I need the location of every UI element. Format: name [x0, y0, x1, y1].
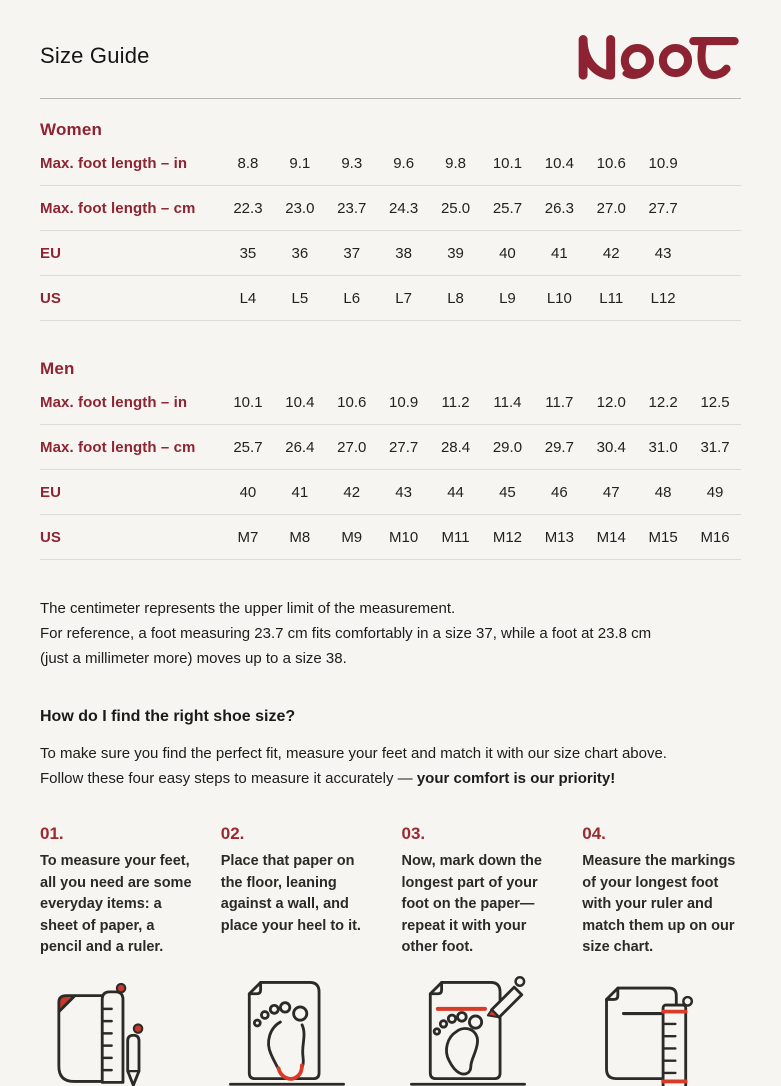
row-values: [222, 245, 741, 262]
men-row-us: [40, 515, 741, 560]
size-cell: 27.0: [596, 199, 626, 217]
row-label: Max. foot length – in: [40, 154, 188, 172]
size-cell: 9.1: [289, 154, 311, 172]
mark-foot-with-pencil-icon: [402, 965, 534, 1086]
paper-ruler-pencil-icon: [40, 965, 172, 1086]
size-cell: 12.0: [596, 393, 626, 411]
note-text: [40, 596, 741, 671]
men-section: [40, 359, 741, 560]
intro-text: [40, 741, 700, 791]
measure-mark-with-ruler-icon: [582, 965, 714, 1086]
size-cell: 10.1: [233, 393, 263, 411]
size-cell: 36: [291, 244, 309, 262]
women-row-eu: [40, 231, 741, 276]
size-cell: M13: [544, 528, 574, 546]
size-cell: L6: [343, 289, 361, 307]
size-cell: 27.0: [337, 438, 367, 456]
size-cell: 29.0: [492, 438, 523, 456]
size-cell: 37: [343, 244, 361, 262]
men-size-table: [40, 380, 741, 560]
step-text: To measure your feet, all you need are some everyday items: a sheet of paper, a pencil and a ruler.: [40, 853, 192, 955]
size-cell: 46: [551, 483, 568, 501]
row-values: [222, 439, 741, 456]
men-row-inches: [40, 380, 741, 425]
header-divider: [40, 98, 741, 99]
size-cell: M10: [389, 528, 419, 546]
size-cell: L10: [546, 289, 572, 307]
step-number: 03.: [401, 824, 426, 843]
size-cell: 40: [499, 244, 516, 262]
note-line: The centimeter represents the upper limit of the measurement.: [40, 600, 456, 617]
size-cell: 49: [706, 483, 724, 501]
size-cell: L12: [650, 289, 676, 307]
women-size-table: [40, 141, 741, 321]
header: [40, 0, 741, 81]
size-cell: 10.4: [544, 154, 574, 172]
size-cell: 27.7: [389, 438, 419, 456]
size-cell: 10.1: [492, 154, 523, 172]
size-cell: L5: [291, 289, 309, 307]
step: [582, 824, 741, 959]
size-cell: 24.3: [389, 199, 419, 217]
intro-bold: your comfort is our priority!: [416, 770, 616, 787]
row-label: US: [40, 528, 62, 546]
women-row-us: [40, 276, 741, 321]
step: [402, 824, 561, 959]
size-cell: 22.3: [233, 199, 263, 217]
icons-row: [40, 965, 741, 1086]
step-number: 02.: [220, 824, 245, 843]
row-label: Max. foot length – cm: [40, 199, 196, 217]
size-cell: L8: [447, 289, 464, 307]
step-text: Measure the markings of your longest foot with your ruler and match them up on our size chart.: [582, 853, 736, 955]
row-label: EU: [40, 244, 62, 262]
women-row-cm: [40, 186, 741, 231]
row-values: [222, 290, 741, 307]
size-cell: 40: [239, 483, 257, 501]
size-cell: 38: [395, 244, 412, 262]
size-cell: 25.7: [492, 199, 523, 217]
size-cell: 47: [602, 483, 620, 501]
page-title: Size Guide: [40, 43, 150, 68]
step-number: 01.: [40, 824, 64, 843]
size-cell: 12.5: [700, 393, 730, 411]
size-cell: 11.7: [545, 393, 574, 411]
row-values: [222, 394, 741, 411]
row-values: [222, 529, 741, 546]
size-cell: 31.0: [648, 438, 678, 456]
women-row-inches: [40, 141, 741, 186]
intro-regular: To make sure you find the perfect fit, measure your feet and match it with our size chart above. Follow these four easy steps to measure it accurately —: [40, 745, 667, 787]
size-cell: 25.7: [233, 438, 263, 456]
size-cell: M11: [441, 528, 470, 546]
naot-logo: [575, 33, 741, 80]
row-label: Max. foot length – cm: [40, 438, 196, 456]
size-cell: 39: [447, 244, 464, 262]
size-cell: 10.6: [337, 393, 367, 411]
size-cell: M12: [492, 528, 523, 546]
women-heading: Women: [40, 120, 103, 139]
step: [221, 824, 380, 959]
row-values: [222, 155, 741, 172]
size-cell: 10.6: [596, 154, 626, 172]
step-text: Place that paper on the floor, leaning against a wall, and place your heel to it.: [220, 853, 361, 934]
size-cell: 10.4: [285, 393, 315, 411]
size-cell: 30.4: [596, 438, 626, 456]
row-label: Max. foot length – in: [40, 393, 188, 411]
size-cell: M15: [648, 528, 678, 546]
size-cell: 12.2: [648, 393, 678, 411]
row-label: US: [40, 289, 62, 307]
size-cell: 26.3: [544, 199, 574, 217]
faq-heading: How do I find the right shoe size?: [40, 708, 296, 725]
size-cell: L4: [239, 289, 257, 307]
row-label: EU: [40, 483, 62, 501]
size-cell: 27.7: [648, 199, 678, 217]
women-section: [40, 120, 741, 321]
steps: [40, 824, 741, 959]
size-cell: M16: [700, 528, 730, 546]
step: [40, 824, 199, 959]
size-cell: M7: [237, 528, 259, 546]
size-cell: 11.2: [441, 393, 470, 411]
size-cell: 43: [654, 244, 672, 262]
size-cell: 41: [291, 483, 309, 501]
size-cell: 8.8: [237, 154, 259, 172]
men-row-cm: [40, 425, 741, 470]
foot-on-paper-icon: [221, 965, 353, 1086]
note-line: For reference, a foot measuring 23.7 cm fits comfortably in a size 37, while a foot at 23.8 cm: [40, 625, 652, 642]
size-cell: L7: [395, 289, 412, 307]
size-cell: L9: [499, 289, 516, 307]
size-cell: 9.3: [341, 154, 363, 172]
size-cell: 25.0: [440, 199, 471, 217]
size-cell: M14: [596, 528, 626, 546]
men-row-eu: [40, 470, 741, 515]
size-cell: 9.8: [445, 154, 466, 172]
size-cell: 44: [447, 483, 464, 501]
size-cell: 43: [395, 483, 412, 501]
size-cell: 41: [551, 244, 568, 262]
size-cell: 26.4: [285, 438, 315, 456]
step-number: 04.: [582, 824, 606, 843]
size-cell: 42: [602, 244, 620, 262]
size-cell: L11: [599, 289, 624, 307]
size-cell: 11.4: [493, 393, 522, 411]
size-cell: 48: [654, 483, 672, 501]
size-cell: 31.7: [700, 438, 730, 456]
row-values: [222, 200, 741, 217]
size-cell: 29.7: [544, 438, 574, 456]
size-cell: M9: [341, 528, 363, 546]
size-cell: 45: [499, 483, 516, 501]
men-heading: Men: [40, 359, 75, 378]
size-cell: 42: [343, 483, 361, 501]
size-cell: 10.9: [648, 154, 678, 172]
note-line: (just a millimeter more) moves up to a size 38.: [40, 650, 347, 667]
row-values: [222, 484, 741, 501]
step-text: Now, mark down the longest part of your foot on the paper—repeat it with your other foot.: [401, 853, 542, 955]
size-cell: 9.6: [393, 154, 415, 172]
size-cell: 23.7: [337, 199, 367, 217]
size-cell: M8: [289, 528, 311, 546]
size-cell: 28.4: [440, 438, 471, 456]
size-cell: 10.9: [389, 393, 419, 411]
size-cell: 35: [239, 244, 257, 262]
size-cell: 23.0: [285, 199, 315, 217]
